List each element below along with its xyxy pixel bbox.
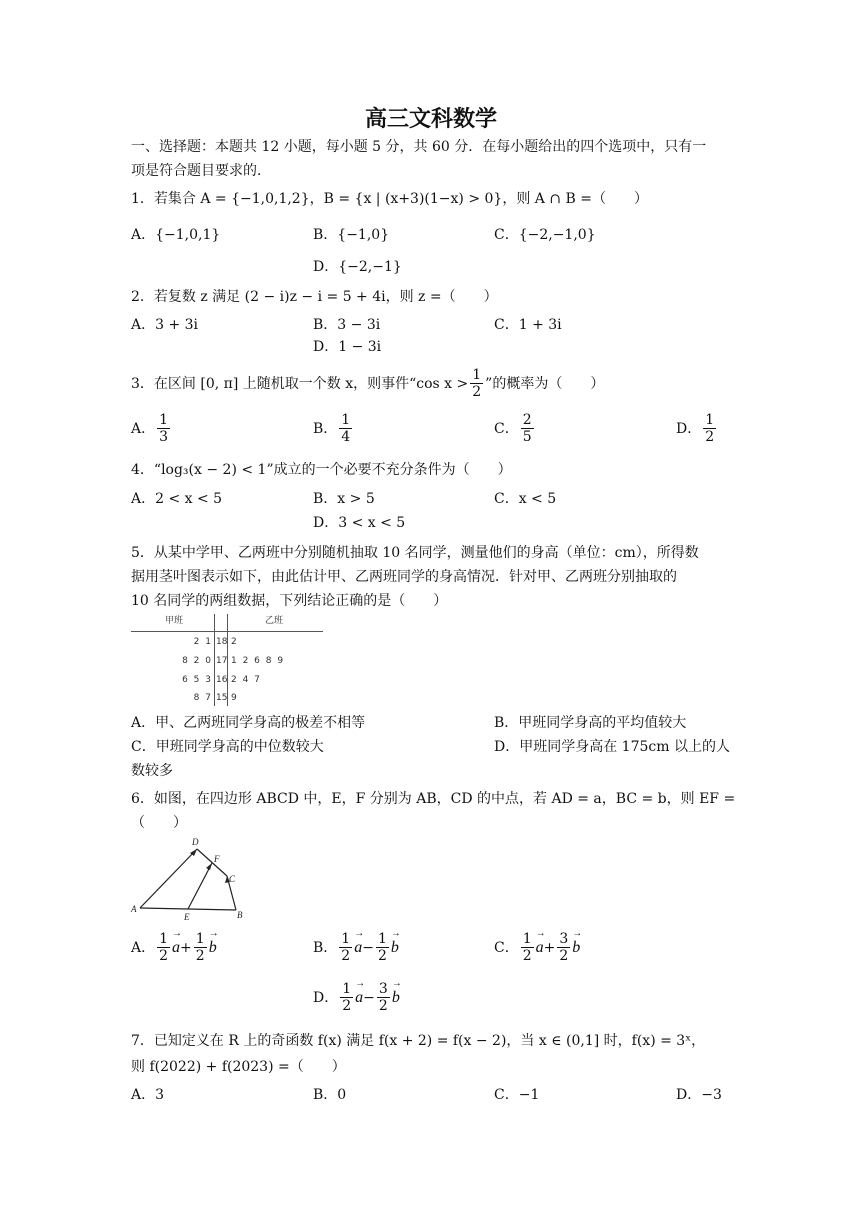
label-E: E [184, 912, 190, 922]
question-5-option-a: A．甲、乙两班同学身高的极差不相等 [131, 715, 366, 731]
table-row-1-stem: 18 [216, 637, 228, 647]
question-2-option-a: A．3 + 3i [131, 317, 199, 333]
question-2-option-d: D．1 − 3i [313, 339, 382, 355]
question-3-option-b: B． $\frac{1}{4}$ [313, 412, 351, 446]
question-3-fraction: $\frac{1}{2}$ [472, 367, 482, 401]
question-5-stem-2: 据用茎叶图表示如下，由此估计甲、乙两班同学的身高情况．针对甲、乙两班分别抽取的 [131, 569, 677, 585]
question-7-stem-1: 7．已知定义在 R 上的奇函数 f(x) 满足 f(x + 2) = f(x − 2)，当 x ∈ (0,1] 时，f(x) = 3ˣ， [131, 1033, 706, 1049]
section-instruction-cont: 项是符合题目要求的． [131, 163, 271, 179]
question-7-stem-2: 则 f(2022) + f(2023) =（ ） [131, 1059, 346, 1075]
question-4-option-b: B．x > 5 [313, 491, 375, 507]
question-6-option-b: B． $\frac{1}{2}$ → a− $\frac{1}{2}$ → b [313, 932, 399, 964]
question-4-option-d: D．3 < x < 5 [313, 515, 406, 531]
question-1-stem: 1．若集合 A = {−1,0,1,2}，B = {x | (x+3)(1−x) > 0}，则 A ∩ B =（ ） [131, 191, 648, 207]
table-row-3-stem: 16 [216, 675, 228, 685]
question-7-option-c: C．−1 [494, 1087, 540, 1103]
question-6-paren: （ ） [131, 815, 187, 831]
question-3-stem [131, 368, 604, 400]
question-5-option-d-cont: 数较多 [131, 763, 173, 779]
question-3-option-a: A． $\frac{1}{3}$ [131, 412, 169, 446]
stem-leaf-table [131, 612, 323, 708]
question-6-option-d: D． $\frac{1}{2}$ → a− $\frac{3}{2}$ → b [313, 982, 400, 1014]
question-6-stem: 6．如图，在四边形 ABCD 中，E，F 分别为 AB，CD 的中点，若 AD = a，BC = b，则 EF = [131, 791, 736, 807]
segment-EF [188, 863, 212, 909]
table-divider-left [214, 614, 215, 706]
question-1-option-c: C．{−2,−1,0} [494, 227, 596, 243]
question-1-option-d: D．{−2,−1} [313, 259, 402, 275]
table-head-left: 甲班 [165, 616, 184, 626]
question-5-option-b: B．甲班同学身高的平均值较大 [494, 715, 687, 731]
question-7-option-b: B．0 [313, 1087, 347, 1103]
label-C: C [229, 874, 236, 884]
segment-AD [140, 849, 197, 908]
question-5-option-c: C．甲班同学身高的中位数较大 [131, 739, 324, 755]
quadrilateral-figure [128, 832, 258, 924]
question-3-stem-pre: 3．在区间 [0, π] 上随机取一个数 x，则事件“cos x > [131, 376, 469, 393]
label-D: D [192, 837, 199, 847]
table-row-3-left: 6 5 3 [182, 675, 211, 685]
question-6-option-c: C． $\frac{1}{2}$ → a+ $\frac{3}{2}$ → b [494, 932, 580, 964]
section-instruction: 一、选择题：本题共 12 小题，每小题 5 分，共 60 分．在每小题给出的四个选项中，只有一 [131, 139, 707, 155]
table-row-4-right: 9 [231, 693, 237, 703]
question-5-stem-1: 5．从某中学甲、乙两班中分别随机抽取 10 名同学，测量他们的身高（单位：cm），所得数 [131, 545, 699, 561]
question-3-option-c: C． $\frac{2}{5}$ [494, 412, 532, 446]
question-3-stem-post: ”的概率为（ ） [485, 376, 605, 393]
question-5-option-d: D．甲班同学身高在 175cm 以上的人 [494, 739, 730, 755]
question-2-option-c: C．1 + 3i [494, 317, 562, 333]
question-6-option-a: A． $\frac{1}{2}$ → a+ $\frac{1}{2}$ → b [131, 932, 217, 964]
table-row-3-right: 2 4 7 [231, 675, 260, 685]
page-title: 高三文科数学 [365, 107, 498, 132]
table-row-1-left: 2 1 [193, 637, 211, 647]
table-row-1-right: 2 [231, 637, 237, 647]
table-row-4-left: 8 7 [193, 693, 211, 703]
question-3-option-d: D． $\frac{1}{2}$ [676, 412, 715, 446]
label-B: B [237, 910, 243, 920]
question-7-option-d: D．−3 [676, 1087, 722, 1103]
table-row-2-right: 1 2 6 8 9 [231, 656, 284, 666]
question-1-option-b: B．{−1,0} [313, 227, 390, 243]
label-F: F [214, 854, 220, 864]
table-row-4-stem: 15 [216, 693, 228, 703]
arrow-on-EF [206, 863, 212, 870]
table-row-2-stem: 17 [216, 656, 228, 666]
question-4-stem: 4．“log₃(x − 2) < 1”成立的一个必要不充分条件为（ ） [131, 462, 512, 478]
question-4-option-c: C．x < 5 [494, 491, 557, 507]
table-row-2-left: 8 2 0 [182, 656, 211, 666]
segment-DC [197, 849, 227, 876]
question-4-option-a: A．2 < x < 5 [131, 491, 223, 507]
question-5-stem-3: 10 名同学的两组数据，下列结论正确的是（ ） [131, 593, 448, 609]
question-2-stem: 2．若复数 z 满足 (2 − i)z − i = 5 + 4i，则 z =（ ） [131, 289, 498, 305]
question-1-option-a: A．{−1,0,1} [131, 227, 221, 243]
label-A: A [131, 904, 137, 914]
table-head-right: 乙班 [265, 616, 284, 626]
question-7-option-a: A．3 [131, 1087, 165, 1103]
question-2-option-b: B．3 − 3i [313, 317, 381, 333]
